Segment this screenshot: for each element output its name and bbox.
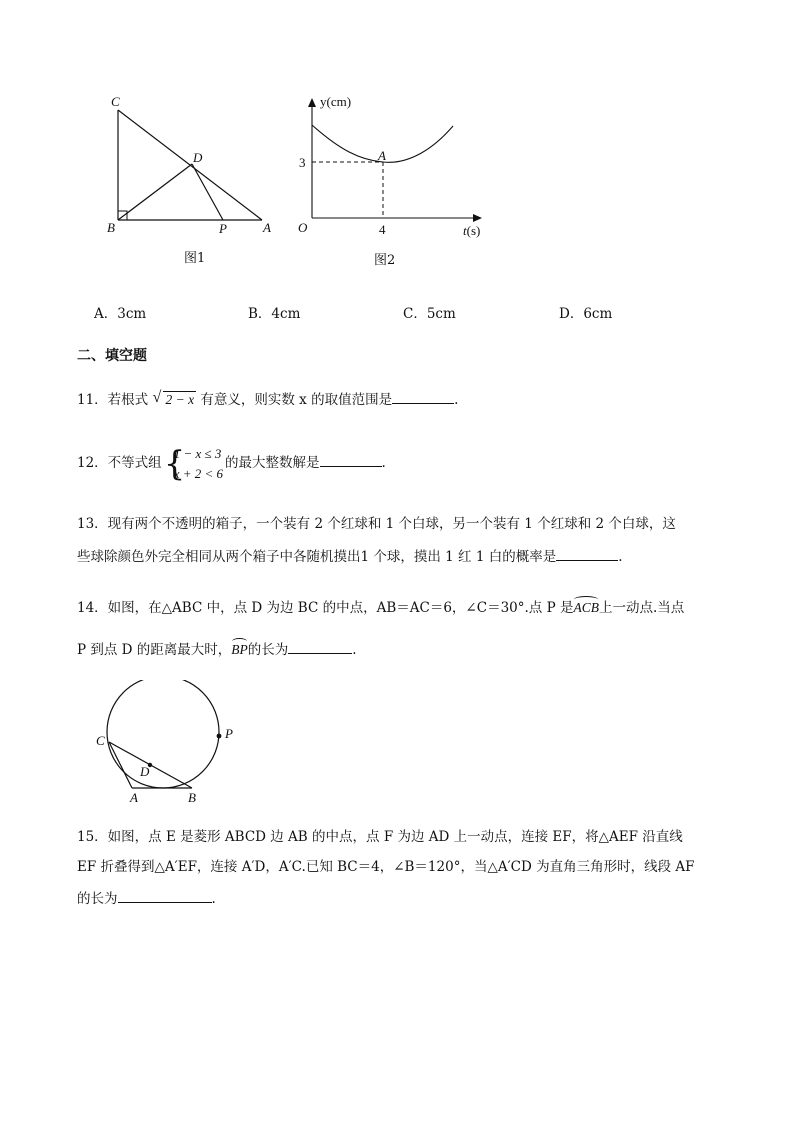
question-15-line-3: 的长为 .: [77, 891, 216, 907]
question-11: 11．若根式 √ 2 − x 有意义，则实数 x 的取值范围是 .: [77, 389, 459, 408]
option-d[interactable]: D．6cm: [559, 306, 613, 322]
circle-label-a: A: [130, 790, 138, 805]
answer-blank-12[interactable]: [320, 453, 382, 467]
option-a[interactable]: A．3cm: [94, 306, 147, 322]
label-a: A: [263, 220, 271, 235]
circle-label-d: D: [140, 764, 150, 779]
y-axis-label: y(cm): [320, 94, 352, 109]
inequality-system: { 1 − x ≤ 3 x + 2 < 6: [163, 443, 224, 484]
origin-label: O: [298, 220, 308, 235]
circle-label-p: P: [225, 726, 233, 741]
question-13-line-1: 13．现有两个不透明的箱子，一个装有 2 个红球和 1 个白球，另一个装有 1 个红球和 2 个白球，这: [77, 516, 676, 532]
sqrt-expression: √ 2 − x: [152, 389, 195, 407]
option-c[interactable]: C．5cm: [403, 306, 456, 322]
point-a-label: A: [378, 148, 386, 163]
question-12: 12．不等式组 { 1 − x ≤ 3 x + 2 < 6 的最大整数解是 .: [77, 443, 386, 484]
y-tick-3: 3: [299, 155, 306, 170]
x-axis-label: t(s): [463, 223, 481, 238]
question-14-line-1: 14．如图，在△ABC 中，点 D 为边 BC 的中点，AB＝AC＝6，∠C＝30°.点 P 是ACB上一动点.当点: [77, 597, 684, 617]
circle-diagram: [92, 680, 252, 810]
question-13-line-2: 些球除颜色外完全相同从两个箱子中各随机摸出1 个球，摸出 1 红 1 白的概率是 .: [77, 549, 623, 565]
label-p: P: [219, 221, 227, 236]
question-14-line-2: P 到点 D 的距离最大时，BP的长为 .: [77, 639, 357, 659]
question-15-line-1: 15．如图，点 E 是菱形 ABCD 边 AB 的中点，点 F 为边 AD 上一动点，连接 EF，将△AEF 沿直线: [77, 829, 683, 845]
figure-2-graph: [290, 92, 500, 242]
answer-blank-13[interactable]: [556, 547, 618, 561]
answer-blank-15[interactable]: [118, 889, 212, 903]
label-b: B: [107, 220, 115, 235]
label-c: C: [111, 94, 120, 109]
question-15-line-2: EF 折叠得到△A′EF，连接 A′D，A′C.已知 BC＝4，∠B＝120°，当△A′CD 为直角三角形时，线段 AF: [77, 859, 695, 875]
circle-label-b: B: [188, 790, 196, 805]
arc-acb: ACB: [573, 597, 599, 617]
answer-blank-11[interactable]: [392, 390, 454, 404]
figure-1-caption: 图1: [184, 251, 206, 266]
x-tick-4: 4: [379, 222, 386, 237]
figure-circle: [92, 680, 252, 810]
section-title: 二、填空题: [77, 348, 147, 364]
label-d: D: [193, 150, 203, 165]
answer-blank-14[interactable]: [288, 640, 352, 654]
circle-label-c: C: [96, 733, 105, 748]
figure-1: [100, 92, 280, 272]
figure-2: [290, 92, 500, 272]
arc-bp: BP: [231, 639, 248, 659]
figure-1-diagram: [100, 92, 280, 242]
figure-2-caption: 图2: [374, 253, 396, 268]
option-b[interactable]: B．4cm: [248, 306, 301, 322]
